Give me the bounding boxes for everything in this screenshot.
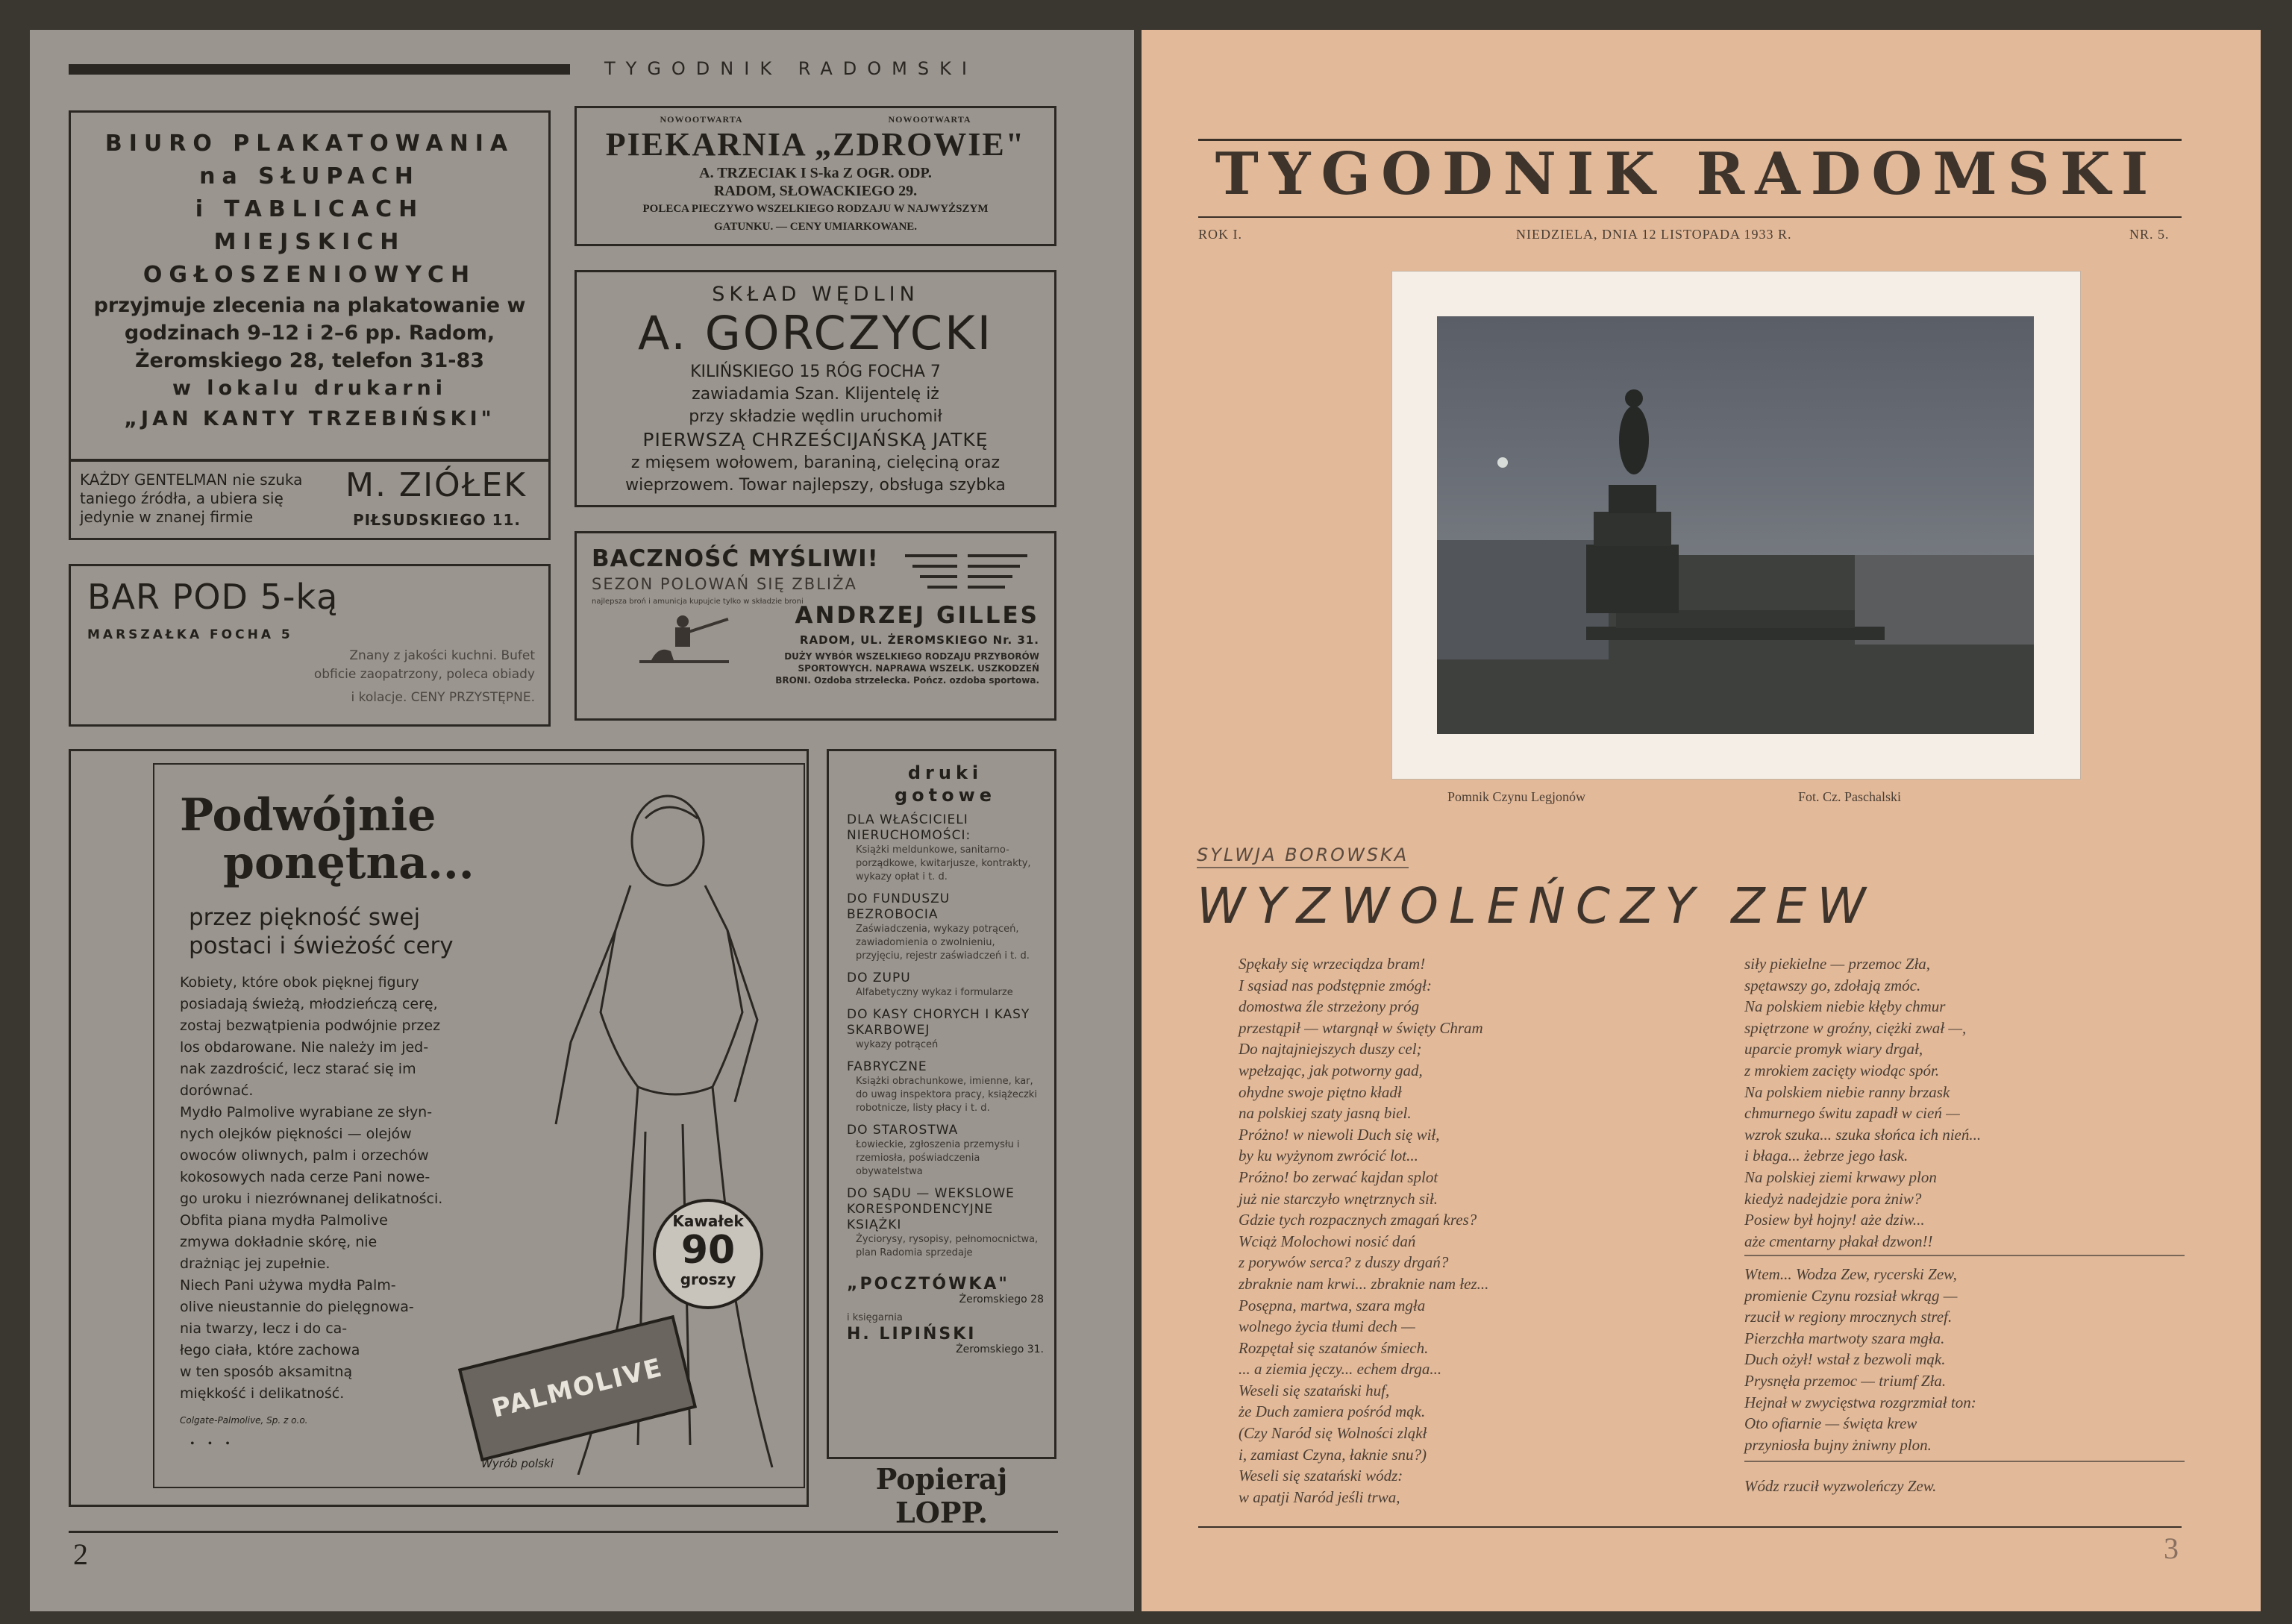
bacznosc-sub: SEZON POLOWAŃ SIĘ ZBLIŻA [592, 575, 857, 593]
palmolive-body-line: zostaj bezwątpienia podwójnie przez [180, 1018, 441, 1034]
price-label: Kawałek [672, 1212, 744, 1230]
ad-palmolive [69, 749, 809, 1507]
sklad-line: wieprzowem. Towar najlepszy, obsługa szybka [625, 476, 1006, 495]
poem-column-left [1239, 953, 1597, 1508]
gentleman-addr: PIŁSUDSKIEGO 11. [353, 511, 522, 529]
masthead-rule [1198, 216, 2182, 218]
piekarnia-top-right: NOWOOTWARTA [888, 114, 971, 125]
poem-line: chmurnego świtu zapadł w cień — [1744, 1104, 1960, 1123]
biuro-line: OGŁOSZENIOWYCH [143, 262, 477, 288]
price-unit: groszy [680, 1270, 736, 1288]
palmolive-sub: przez piękność swej [189, 904, 421, 931]
poem-last-line: Wódz rzucił wyzwoleńczy Zew. [1744, 1477, 1937, 1495]
bacznosc-desc: SPORTOWYCH. NAPRAWA WSZELK. USZKODZEŃ [798, 663, 1039, 674]
druki-section-head: DO SĄDU — WEKSLOWE KORESPONDENCYJNE KSIĄŻKI [847, 1186, 1015, 1232]
poem-line: Duch ożył! wstał z bezwoli mąk. [1744, 1350, 1946, 1369]
poem-line: Prysnęła przemoc — triumf Zła. [1744, 1371, 1947, 1390]
poem-line: Wtem... Wodza Zew, rycerski Zew, [1744, 1265, 1957, 1283]
poem-line: zbraknie nam krwi... zbraknie nam łez... [1239, 1274, 1489, 1293]
ad-sklad-wedlin [574, 270, 1056, 507]
poem-line: Oto ofiarnie — święta krew [1744, 1414, 1917, 1433]
bar-addr: MARSZAŁKA FOCHA 5 [87, 627, 293, 642]
bar-desc: Znany z jakości kuchni. Bufet obficie zaopatrzony, poleca obiady [313, 648, 535, 682]
poem-line: i, zamiast Czyna, łaknie snu?) [1239, 1445, 1427, 1464]
poem-line: by ku wyżynom zwrócić lot... [1239, 1147, 1418, 1165]
poem-line: siły piekielne — przemoc Zła, [1744, 955, 1931, 973]
palmolive-body-line: nych olejków piękności — olejów [180, 1126, 412, 1142]
monument-icon [1437, 316, 2034, 734]
issue-year: ROK I. [1198, 227, 1242, 242]
druki-seller: „POCZTÓWKA" [847, 1275, 1009, 1294]
bar-desc: i kolacje. CENY PRZYSTĘPNE. [351, 690, 535, 705]
monument-photo [1437, 316, 2034, 734]
poem-author: SYLWJA BOROWSKA [1197, 844, 1409, 868]
poem-line: już nie starczyło wnętrznych sił. [1239, 1189, 1438, 1208]
palmolive-body-line: los obdarowane. Nie należy im jed- [180, 1039, 429, 1056]
footer-rule [1198, 1526, 2182, 1528]
biuro-line: MIEJSKICH [213, 229, 406, 255]
poem-column-right [1744, 953, 2102, 1252]
sklad-title: SKŁAD WĘDLIN [712, 283, 919, 306]
gentleman-text: KAŻDY GENTELMAN nie szuka taniego źródła, a ubiera się jedynie w znanej firmie [80, 471, 303, 526]
poem-line: Wciąż Molochowi nosić dań [1239, 1232, 1416, 1250]
stanza-rule [1744, 1255, 2185, 1256]
masthead-title: TYGODNIK RADOMSKI [1215, 140, 2159, 208]
druki-and: i księgarnia [847, 1312, 903, 1323]
druki-sections [847, 812, 1044, 1267]
druki-section-head: DLA WŁAŚCICIELI NIERUCHOMOŚCI: [847, 812, 971, 843]
sklad-addr: KILIŃSKIEGO 15 RÓG FOCHA 7 [690, 363, 941, 381]
poem-line: w apatji Naród jeśli trwa, [1239, 1487, 1400, 1506]
palmolive-company: Colgate-Palmolive, Sp. z o.o. [180, 1415, 308, 1426]
poem-line: przyniosła bujny żniwny plon. [1744, 1435, 1932, 1454]
poem-line: na polskiej szaty jasną biel. [1239, 1104, 1412, 1123]
palmolive-body-line: owoców oliwnych, palm i orzechów [180, 1147, 429, 1164]
palmolive-body-line: olive nieustannie do pielęgnowa- [180, 1299, 414, 1315]
footer-rule [69, 1531, 1058, 1533]
druki-section-head: DO FUNDUSZU BEZROBOCIA [847, 891, 951, 922]
page-number-right: 3 [2164, 1531, 2179, 1565]
biuro-line: BIURO PLAKATOWANIA [104, 131, 515, 157]
poem-line: Na polskiem niebie kłęby chmur [1744, 997, 1946, 1016]
poem-line: Próżno! w niewoli Duch się wił, [1239, 1125, 1440, 1144]
poem-line: ohydne swoje piętno kładł [1239, 1082, 1402, 1101]
palmolive-body-line: posiadają świeżą, młodzieńczą cerę, [180, 996, 438, 1012]
druki-section-text: Łowieckie, zgłoszenia przemysłu i rzemiosła, poświadczenia obywatelstwa [856, 1139, 1020, 1177]
piekarnia-line: A. TRZECIAK I S-ka Z OGR. ODP. [699, 165, 932, 181]
ad-biuro-plakatowania [69, 110, 551, 461]
bacznosc-small: najlepsza broń i amunicja kupujcie tylko w składzie broni [592, 598, 804, 606]
poem-line: Na polskiem niebie ranny brzask [1744, 1082, 1950, 1101]
ad-ziolek [69, 460, 551, 540]
palmolive-made: Wyrób polski [481, 1457, 554, 1470]
poem-line: z mrokiem zacięty wiodąc spór. [1744, 1061, 1940, 1079]
palmolive-body-line: miękkość i delikatność. [180, 1385, 345, 1402]
druki-section-head: DO ZUPU [847, 971, 911, 985]
poem-line: promienie Czynu rozsiał wkrąg — [1744, 1286, 1958, 1305]
poem-line: rzucił w regiony mrocznych stref. [1744, 1308, 1953, 1326]
palmolive-body-line: Niech Pani używa mydła Palm- [180, 1277, 396, 1294]
biuro-line: i TABLICACH [195, 196, 425, 222]
poem-line: Na polskiej ziemi krwawy plon [1744, 1167, 1937, 1186]
gentleman-name: M. ZIÓŁEK [345, 466, 527, 504]
ad-druki-gotowe [827, 749, 1056, 1459]
poem-line: Rozpętał się szatanów śmiech. [1239, 1338, 1429, 1357]
druki-title: gotowe [894, 785, 997, 806]
poem-line: aże cmentarny płakał dzwon!! [1744, 1232, 1933, 1250]
palmolive-body-line: dorównać. [180, 1082, 254, 1099]
speed-lines-icon [905, 550, 1032, 595]
poem-line: Weseli się szatański huf, [1239, 1381, 1390, 1399]
ad-bacznosc-mysliwi [574, 531, 1056, 721]
palmolive-body-line: drażniąc jej zupełnie. [180, 1255, 331, 1272]
poem-title: WYZWOLEŃCZY ZEW [1197, 877, 1876, 935]
poem-line: spętawszy go, zdołają zmóc. [1744, 976, 1921, 994]
palmolive-headline: Podwójnie [180, 789, 436, 841]
poem-line: Posępna, martwa, szara mgła [1239, 1296, 1426, 1314]
sklad-line: PIERWSZĄ CHRZEŚCIJAŃSKĄ JATKĘ [642, 429, 989, 451]
poem-line: (Czy Naród się Wolności zląkł [1239, 1424, 1427, 1443]
poem-line: Hejnał w zwycięstwa rozgrzmiał ton: [1744, 1393, 1976, 1411]
stanza-rule [1744, 1461, 2185, 1462]
poem-line: Pierzchła martwoty szara mgła. [1744, 1329, 1945, 1347]
druki-section-text: Książki meldunkowe, sanitarno-porządkowe, kwitarjusze, kontrakty, wykazy opłat i t. d. [856, 844, 1031, 882]
palmolive-body-line: łego ciała, które zachowa [180, 1342, 360, 1358]
druki-seller-addr: Żeromskiego 28 [959, 1294, 1044, 1305]
palmolive-body-line: zmywa dokładnie skórę, nie [180, 1234, 378, 1250]
ad-bar-pod-5 [69, 564, 551, 727]
sklad-line: z mięsem wołowem, baraniną, cielęciną oraz [630, 454, 1001, 472]
druki-section-head: DO KASY CHORYCH I KASY SKARBOWEJ [847, 1007, 1030, 1038]
sklad-name: A. GORCZYCKI [637, 306, 994, 360]
photo-caption: Pomnik Czynu Legjonów [1447, 789, 1585, 804]
palmolive-headline: ponętna... [223, 837, 475, 889]
soap-label: PALMOLIVE [489, 1352, 666, 1424]
piekarnia-top-left: NOWOOTWARTA [660, 114, 743, 125]
palmolive-body-line: kokosowych nada cerze Pani nowe- [180, 1169, 430, 1185]
druki-section-text: Książki obrachunkowe, imienne, kar, do uwag inspektora pracy, książeczki robotnicze, listy płacy i t. d. [856, 1076, 1037, 1114]
druki-seller-addr: Żeromskiego 31. [956, 1344, 1044, 1355]
poem-line: Gdzie tych rozpacznych zmagań kres? [1239, 1211, 1477, 1229]
poem-line: z porywów serca? z duszy drgań? [1239, 1253, 1449, 1272]
poem-line: wzrok szuka... szuka słońca ich nień... [1744, 1125, 1982, 1144]
druki-section-text: wykazy potrąceń [856, 1039, 939, 1050]
hunter-with-dog-icon [636, 608, 733, 668]
druki-section-text: Życiorysy, rysopisy, pełnomocnictwa, plan Radomia sprzedaje [856, 1234, 1039, 1258]
poem-line: ... a ziemia jęczy... echem drga... [1239, 1360, 1442, 1379]
poem-line: spiętrzone w groźny, ciężki zwał —, [1744, 1018, 1967, 1037]
druki-section-text: Alfabetyczny wykaz i formularze [856, 987, 1013, 998]
bacznosc-desc: BRONI. Ozdoba strzelecka. Pończ. ozdoba sportowa. [775, 675, 1039, 686]
piekarnia-name: PIEKARNIA „ZDROWIE" [605, 126, 1026, 163]
druki-title: druki [907, 762, 983, 783]
poem-line: wpełzając, jak potworny gad, [1239, 1061, 1423, 1079]
druki-section-head: FABRYCZNE [847, 1059, 927, 1074]
palmolive-body [180, 972, 493, 1405]
poem-line: Próżno! bo zerwać kajdan splot [1239, 1167, 1438, 1186]
druki-section-head: DO STAROSTWA [847, 1123, 959, 1138]
palmolive-body-line: nak zazdrościć, lecz starać się im [180, 1061, 416, 1077]
palmolive-body-line: go uroku i niezrównanej delikatności. [180, 1191, 443, 1207]
price-badge [653, 1199, 763, 1309]
palmolive-body-line: Kobiety, które obok pięknej figury [180, 974, 419, 991]
poem-line: Do najtajniejszych duszy cel; [1239, 1040, 1422, 1059]
poem-line: i błaga... żebrze jego łask. [1744, 1147, 1909, 1165]
lopp-slogan: Popieraj LOPP. [875, 1462, 1008, 1529]
poem-line: kiedyż nadejdzie pora żniw? [1744, 1189, 1922, 1208]
bacznosc-name: ANDRZEJ GILLES [795, 602, 1039, 629]
poem-column-right [1744, 1264, 2102, 1455]
poem-line: Posiew był hojny! aże dziw... [1744, 1211, 1925, 1229]
sklad-line: przy składzie wędlin uruchomił [689, 407, 942, 426]
biuro-lokal: w lokalu drukarni [172, 377, 448, 400]
running-title: TYGODNIK RADOMSKI [604, 58, 977, 79]
palmolive-body-line: w ten sposób aksamitną [180, 1364, 353, 1380]
photo-credit: Fot. Cz. Paschalski [1798, 789, 1901, 804]
poem-line: domostwa źle strzeżony próg [1239, 997, 1420, 1016]
poem-line: Spękały się wrzeciądza bram! [1239, 955, 1426, 973]
page-number-left: 2 [73, 1537, 88, 1571]
palmolive-body-line: Mydło Palmolive wyrabiane ze słyn- [180, 1104, 433, 1120]
poem-line: I sąsiad nas podstępnie zmógł: [1239, 976, 1432, 994]
piekarnia-line: GATUNKU. — CENY UMIARKOWANE. [713, 221, 918, 233]
piekarnia-line: POLECA PIECZYWO WSZELKIEGO RODZAJU W NAJWYŻSZYM [642, 203, 989, 215]
biuro-line: na SŁUPACH [199, 163, 420, 189]
issue-number: NR. 5. [2129, 227, 2170, 242]
running-title-bar [69, 64, 570, 75]
bacznosc-addr: RADOM, UL. ŻEROMSKIEGO Nr. 31. [799, 633, 1039, 647]
palmolive-sub: postaci i świeżość cery [189, 932, 454, 959]
bar-name: BAR POD 5-ką [87, 577, 339, 617]
ad-piekarnia-zdrowie [574, 106, 1056, 246]
biuro-body: przyjmuje zlecenia na plakatowanie w godzinach 9–12 i 2–6 pp. Radom, Żeromskiego 28, telefon 31-83 [93, 294, 526, 372]
bacznosc-desc: DUŻY WYBÓR WSZELKIEGO RODZAJU PRZYBORÓW [784, 651, 1039, 662]
poem-line: że Duch zamiera pośród mąk. [1239, 1402, 1426, 1421]
piekarnia-line: RADOM, SŁOWACKIEGO 29. [713, 183, 918, 199]
biuro-name: „JAN KANTY TRZEBIŃSKI" [124, 407, 495, 430]
issue-date: NIEDZIELA, DNIA 12 LISTOPADA 1933 R. [1516, 227, 1792, 242]
poem-line: Weseli się szatański wódz: [1239, 1467, 1403, 1485]
palmolive-body-line: Obfita piana mydła Palmolive [180, 1212, 388, 1229]
price-value: 90 [680, 1228, 736, 1273]
druki-section-text: Zaświadczenia, wykazy potrąceń, zawiadomienia o zwolnieniu, przyjęciu, rejestr zaświadczeń i t. d. [856, 924, 1030, 962]
poem-line: uparcie promyk wiary drgał, [1744, 1040, 1923, 1059]
bacznosc-title: BACZNOŚĆ MYŚLIWI! [592, 545, 879, 572]
poem-line: przestąpił — wtargnął w święty Chram [1239, 1018, 1483, 1037]
poem-line: wolnego życia tłumi dech — [1239, 1317, 1415, 1336]
palmolive-body-line: nia twarzy, lecz i do ca- [180, 1320, 348, 1337]
druki-seller: H. LIPIŃSKI [847, 1325, 977, 1344]
sklad-line: zawiadamia Szan. Klijentelę iż [692, 385, 939, 404]
decorative-dots: ••• [190, 1438, 243, 1450]
